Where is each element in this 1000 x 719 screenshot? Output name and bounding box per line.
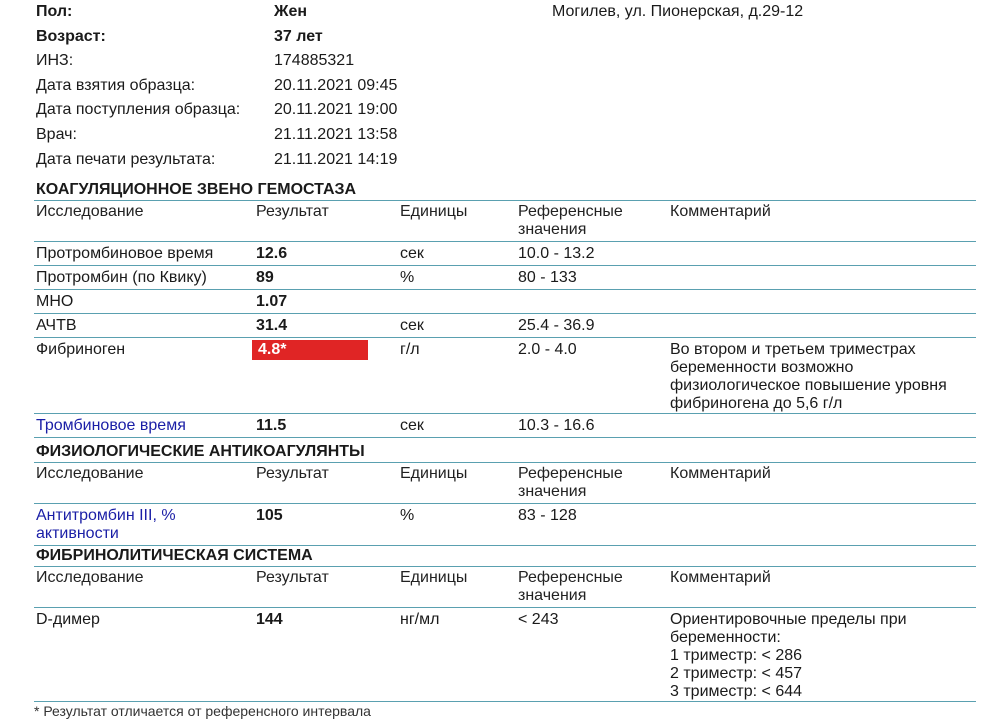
units: нг/мл [398, 608, 516, 702]
footnote: * Результат отличается от референсного интервала [34, 703, 371, 719]
info-value: 20.11.2021 09:45 [274, 76, 398, 94]
header-result: Результат [254, 567, 398, 608]
patient-info [36, 0, 976, 172]
header-units: Единицы [398, 463, 516, 504]
reference-range: 10.3 - 16.6 [516, 414, 668, 438]
header-units: Единицы [398, 201, 516, 242]
info-row-doctor [36, 123, 976, 148]
study-name: МНО [34, 290, 254, 314]
info-value: 20.11.2021 19:00 [274, 101, 398, 119]
section-title: ФИБРИНОЛИТИЧЕСКАЯ СИСТЕМА [36, 547, 313, 564]
table-row [34, 608, 976, 702]
table-row [34, 414, 976, 438]
study-name: Протромбиновое время [34, 242, 254, 266]
table-header-row [34, 463, 976, 504]
table-header-row [34, 201, 976, 242]
section-anticoagulants [34, 442, 966, 546]
info-row-sex [36, 0, 976, 25]
info-label: ИНЗ: [36, 52, 74, 70]
table-row [34, 504, 976, 546]
result-value: 31.4 [254, 314, 398, 338]
results-table [34, 462, 976, 546]
info-value: Жен [274, 3, 308, 20]
reference-range: 80 - 133 [516, 266, 668, 290]
comment [668, 290, 976, 314]
info-label: Врач: [36, 125, 77, 143]
comment [668, 314, 976, 338]
header-study: Исследование [34, 201, 254, 242]
info-label: Пол: [36, 3, 73, 20]
section-fibrinolytic [34, 546, 966, 702]
reference-range: 10.0 - 13.2 [516, 242, 668, 266]
abnormal-result-flag: 4.8* [252, 340, 368, 360]
result-value: 1.07 [254, 290, 398, 314]
units: г/л [398, 338, 516, 414]
info-label: Возраст: [36, 27, 106, 45]
comment [668, 242, 976, 266]
header-reference: Референсные значения [516, 567, 668, 608]
table-row [34, 266, 976, 290]
results-table [34, 200, 976, 438]
study-name-link[interactable]: Тромбиновое время [34, 414, 254, 438]
info-row-inz [36, 49, 976, 74]
result-value: 12.6 [254, 242, 398, 266]
comment [668, 504, 976, 546]
info-row-sample-taken [36, 74, 976, 99]
results-table [34, 566, 976, 702]
reference-range: 2.0 - 4.0 [516, 338, 668, 414]
study-name: АЧТВ [34, 314, 254, 338]
info-value: 37 лет [274, 27, 323, 45]
header-comment: Комментарий [668, 463, 976, 504]
table-header-row [34, 567, 976, 608]
units: % [398, 504, 516, 546]
study-name: Протромбин (по Квику) [34, 266, 254, 290]
study-name-link[interactable]: Антитромбин III, % активности [34, 504, 254, 546]
comment [668, 266, 976, 290]
patient-address: Могилев, ул. Пионерская, д.29-12 [552, 3, 804, 20]
table-row [34, 242, 976, 266]
section-title: КОАГУЛЯЦИОННОЕ ЗВЕНО ГЕМОСТАЗА [36, 181, 357, 198]
section-title: ФИЗИОЛОГИЧЕСКИЕ АНТИКОАГУЛЯНТЫ [36, 443, 365, 460]
result-value: 144 [254, 608, 398, 702]
reference-range [516, 290, 668, 314]
info-label: Дата поступления образца: [36, 101, 241, 119]
units: сек [398, 414, 516, 438]
table-row [34, 338, 976, 414]
units [398, 290, 516, 314]
comment: Во втором и третьем триместрах беременности возможно физиологическое повышение уровня фибриногена до 5,6 г/л [668, 338, 976, 414]
info-row-age [36, 25, 976, 50]
study-name: D-димер [34, 608, 254, 702]
comment [668, 414, 976, 438]
table-row [34, 314, 976, 338]
info-row-sample-received [36, 98, 976, 123]
section-coagulation [34, 180, 966, 438]
info-value: 21.11.2021 13:58 [274, 125, 398, 143]
result-value: 105 [254, 504, 398, 546]
info-label: Дата взятия образца: [36, 76, 196, 94]
result-value: 11.5 [254, 414, 398, 438]
result-cell [254, 338, 398, 414]
header-result: Результат [254, 201, 398, 242]
units: сек [398, 242, 516, 266]
header-result: Результат [254, 463, 398, 504]
header-reference: Референсные значения [516, 201, 668, 242]
info-label: Дата печати результата: [36, 150, 216, 168]
reference-range: < 243 [516, 608, 668, 702]
study-name: Фибриноген [34, 338, 254, 414]
reference-range: 25.4 - 36.9 [516, 314, 668, 338]
header-comment: Комментарий [668, 201, 976, 242]
units: % [398, 266, 516, 290]
header-comment: Комментарий [668, 567, 976, 608]
comment: Ориентировочные пределы при беременности: 1 триместр: < 286 2 триместр: < 457 3 триместр: < 644 [668, 608, 976, 702]
header-study: Исследование [34, 567, 254, 608]
info-value: 174885321 [274, 52, 355, 70]
info-value: 21.11.2021 14:19 [274, 150, 398, 168]
table-row [34, 290, 976, 314]
header-reference: Референсные значения [516, 463, 668, 504]
header-study: Исследование [34, 463, 254, 504]
header-units: Единицы [398, 567, 516, 608]
units: сек [398, 314, 516, 338]
info-row-print-date [36, 148, 976, 173]
result-value: 89 [254, 266, 398, 290]
reference-range: 83 - 128 [516, 504, 668, 546]
